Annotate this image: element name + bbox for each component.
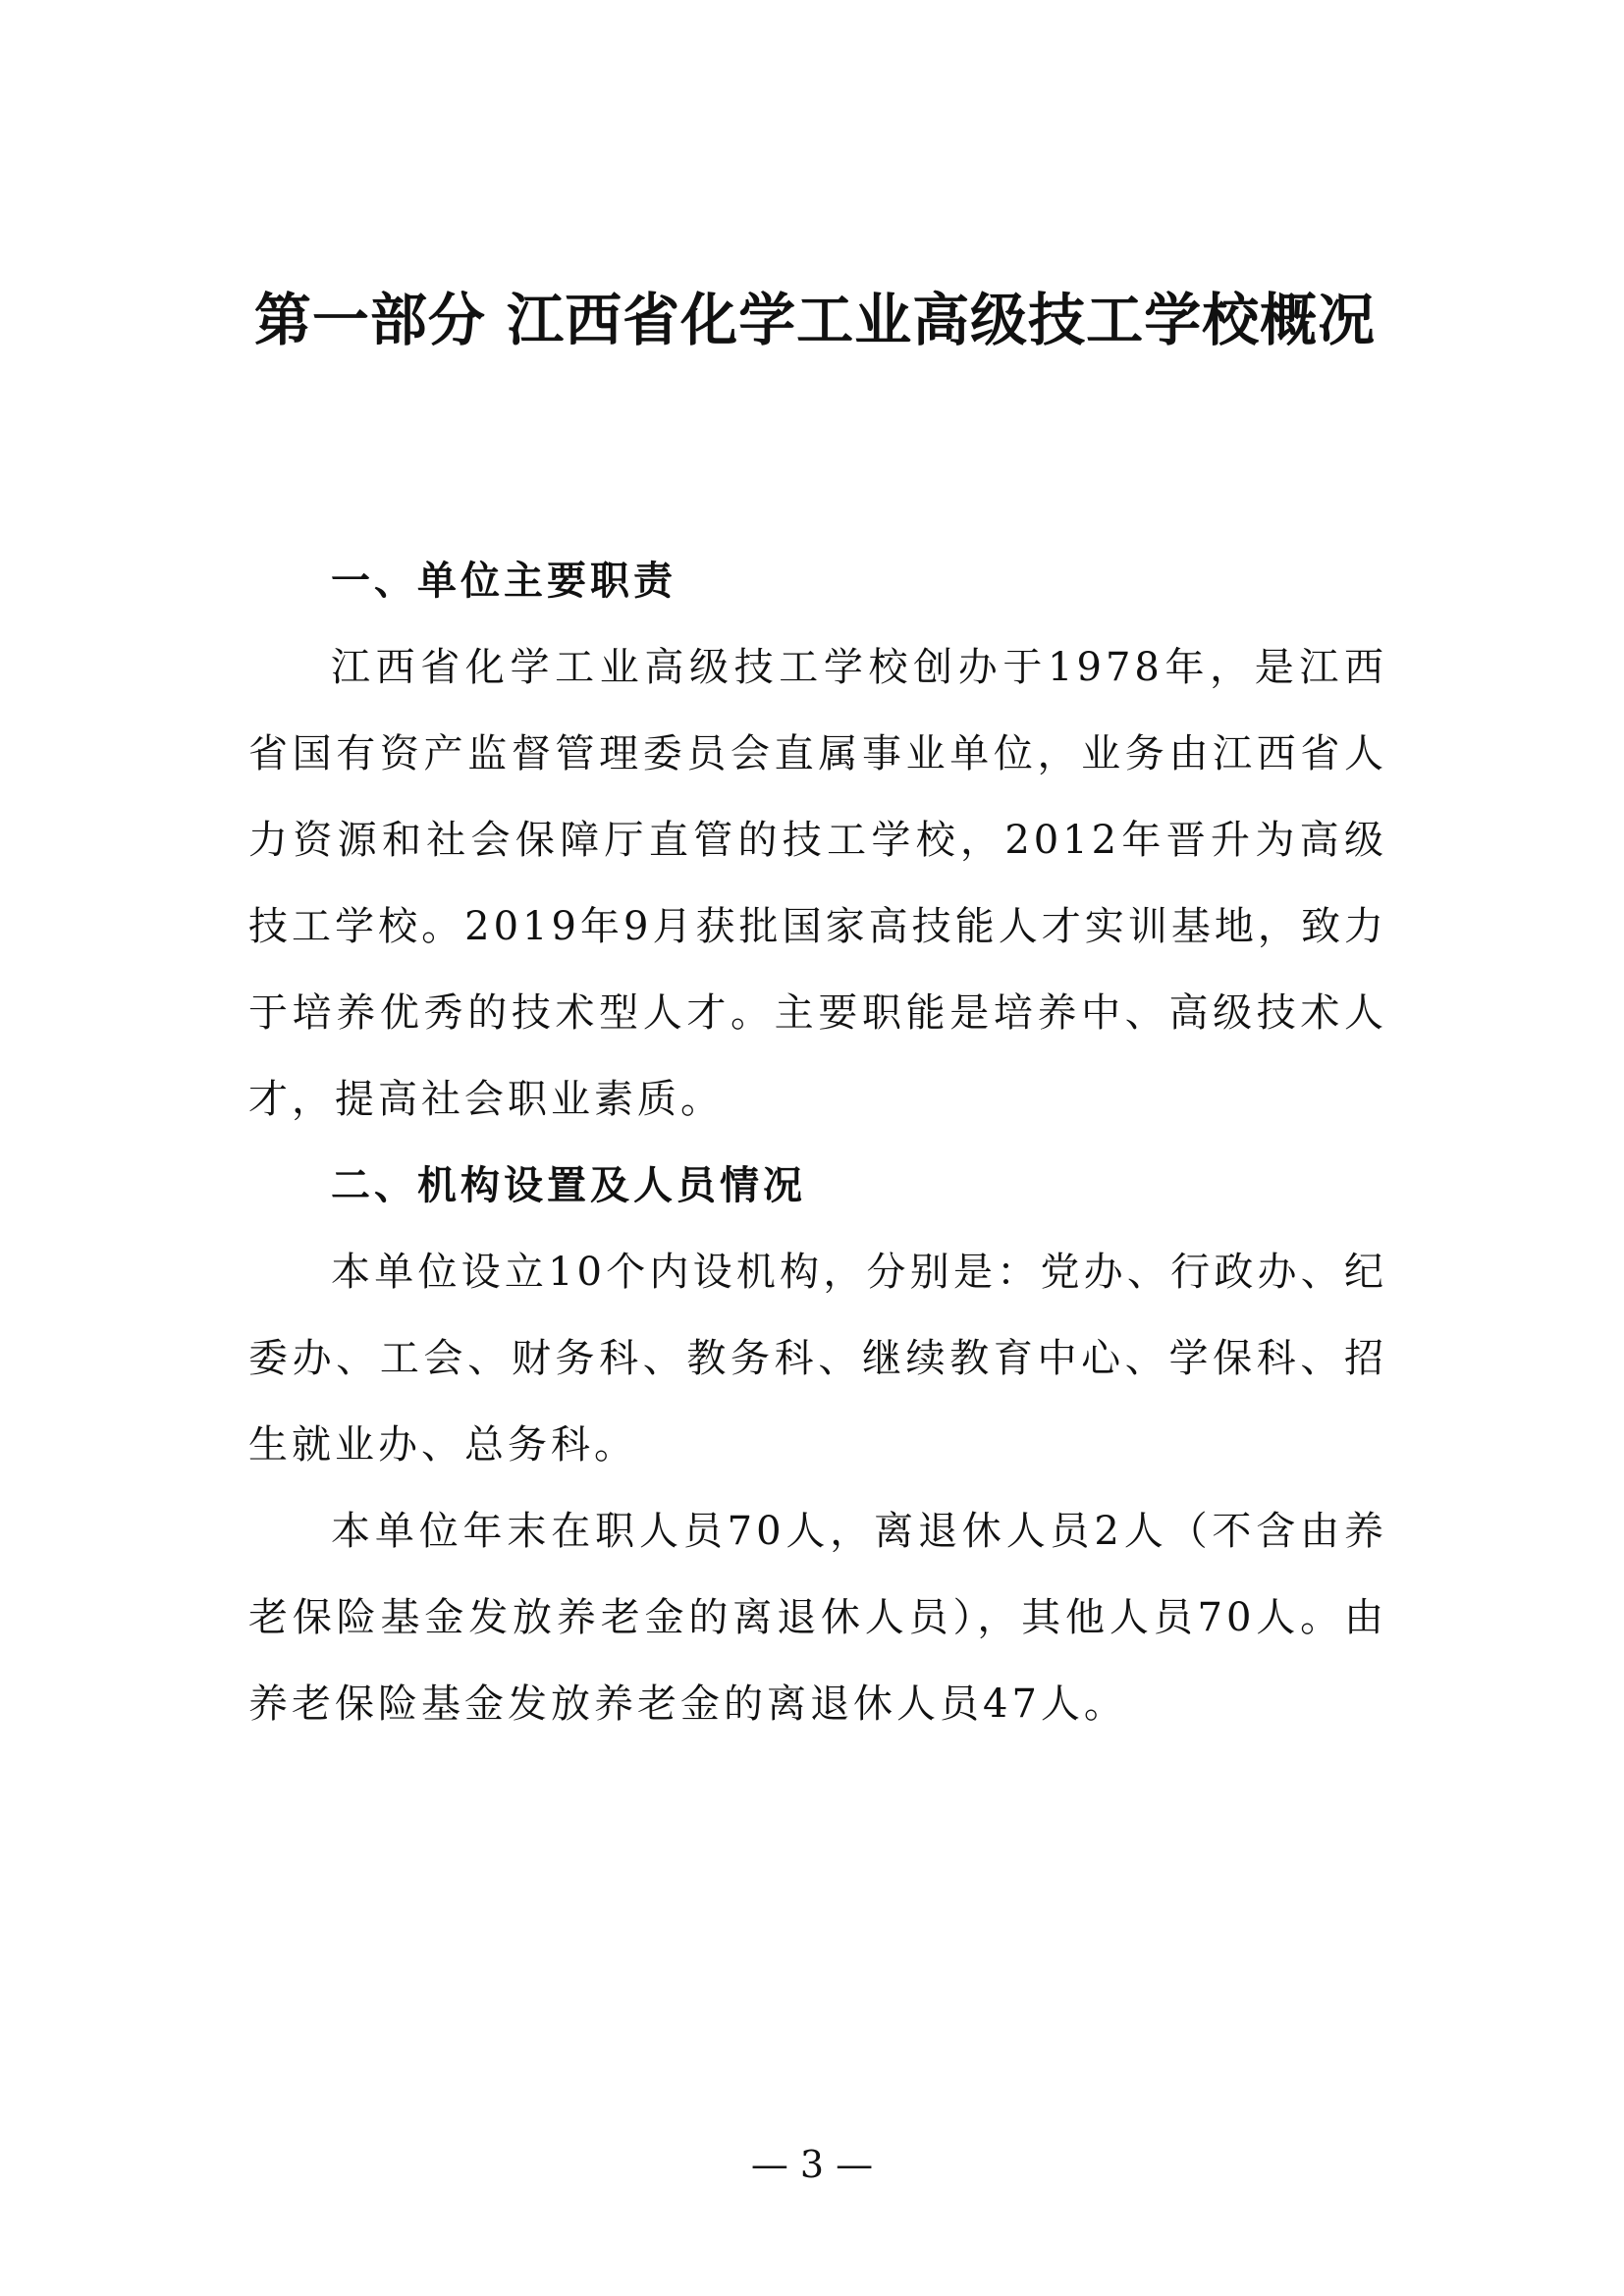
- paragraph: 江西省化学工业高级技工学校创办于1978年，是江西省国有资产监督管理委员会直属事业单位，业务由江西省人力资源和社会保障厅直管的技工学校，2012年晋升为高级技工学校。2019年9月获批国家高技能人才实训基地，致力于培养优秀的技术型人才。主要职能是培养中、高级技术人才，提高社会职业素质。: [248, 645, 1387, 1122]
- section-organization: [248, 1143, 1387, 1747]
- page-title: 第一部分 江西省化学工业高级技工学校概况: [253, 287, 1377, 353]
- document-body: [248, 538, 1387, 1747]
- paragraph: 本单位设立10个内设机构，分别是：党办、行政办、纪委办、工会、财务科、教务科、继续教育中心、学保科、招生就业办、总务科。: [248, 1250, 1387, 1468]
- paragraph: 本单位年末在职人员70人，离退休人员2人（不含由养老保险基金发放养老金的离退休人员），其他人员70人。由养老保险基金发放养老金的离退休人员47人。: [248, 1509, 1387, 1727]
- page-number: — 3 —: [750, 2143, 874, 2186]
- section-heading: 二、机构设置及人员情况: [331, 1163, 806, 1208]
- section-heading: 一、单位主要职责: [331, 559, 677, 604]
- section-responsibilities: [248, 538, 1387, 1143]
